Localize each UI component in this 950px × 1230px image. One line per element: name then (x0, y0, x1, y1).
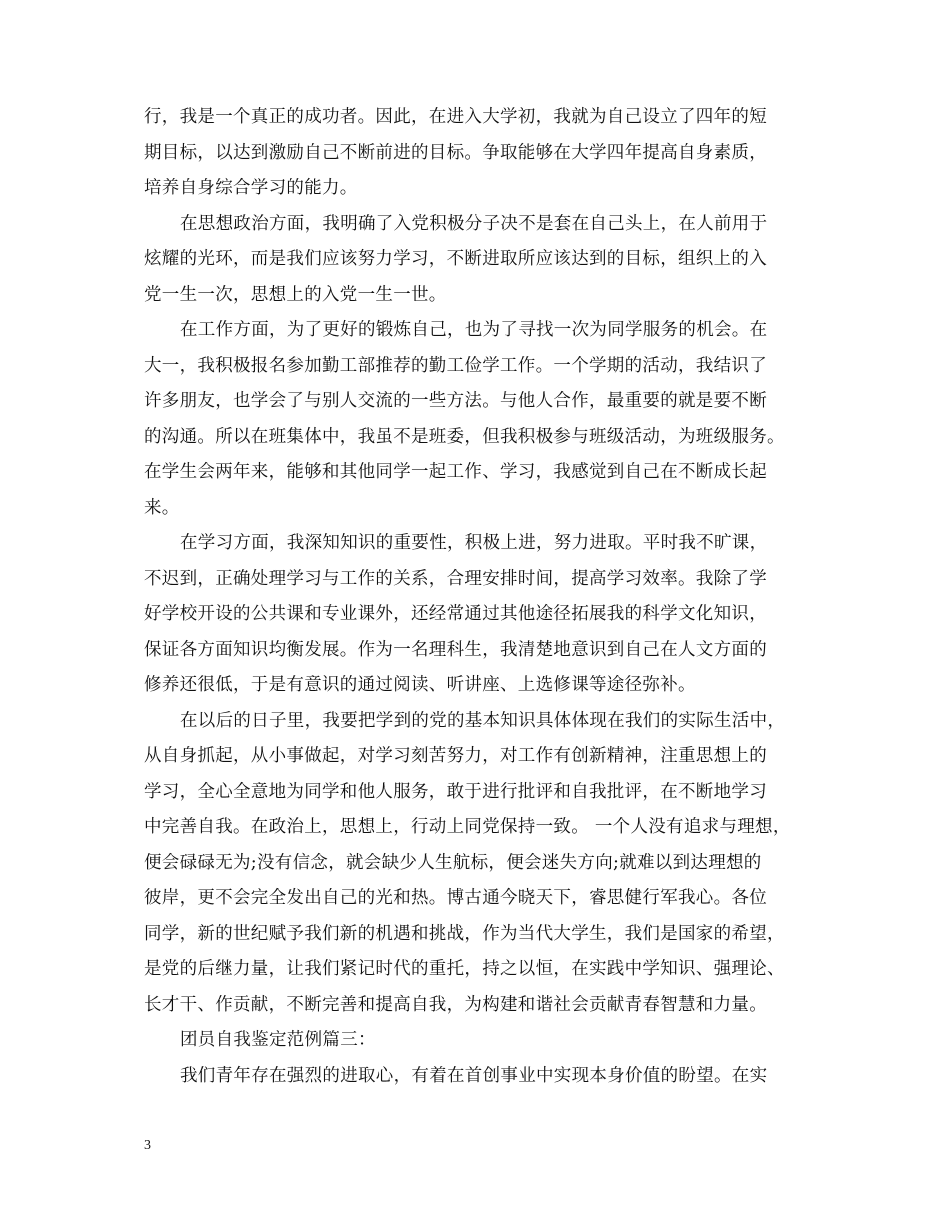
paragraph (144, 1059, 824, 1095)
text-line: 团员自我鉴定范例篇三： (180, 1030, 376, 1050)
paragraph (144, 100, 824, 207)
text-line: 在工作方面，为了更好的锻炼自己，也为了寻找一次为同学服务的机会。在 (180, 320, 768, 340)
text-line: 便会碌碌无为;没有信念，就会缺少人生航标，便会迷失方向;就难以到达理想的 (144, 852, 762, 873)
text-line: 在学生会两年来，能够和其他同学一起工作、学习，我感觉到自己在不断成长起 (144, 462, 767, 482)
text-line: 在思想政治方面，我明确了入党积极分子决不是套在自己头上，在人前用于 (180, 213, 768, 234)
text-line: 修养还很低，于是有意识的通过阅读、听讲座、上选修课等途径弥补。 (144, 675, 696, 695)
text-line: 期目标，以达到激励自己不断前进的目标。争取能够在大学四年提高自身素质， (144, 142, 767, 163)
text-line: 在以后的日子里，我要把学到的党的基本知识具体体现在我们的实际生活中， (180, 710, 786, 731)
text-line: 长才干、作贡献，不断完善和提高自我，为构建和谐社会贡献青春智慧和力量。 (144, 994, 767, 1015)
text-line: 是党的后继力量，让我们紧记时代的重托，持之以恒，在实践中学知识、强理论、 (144, 959, 785, 979)
text-line: 不迟到，正确处理学习与工作的关系，合理安排时间，提高学习效率。我除了学 (144, 568, 767, 589)
text-line: 从自身抓起，从小事做起，对学习刻苦努力，对工作有创新精神，注重思想上的 (144, 746, 767, 766)
text-line: 在学习方面，我深知知识的重要性，积极上进，努力进取。平时我不旷课， (180, 533, 768, 553)
paragraph (144, 1023, 824, 1059)
text-line: 同学，新的世纪赋予我们新的机遇和挑战，作为当代大学生，我们是国家的希望， (144, 923, 785, 944)
text-line: 来。 (144, 497, 180, 518)
text-line: 中完善自我。在政治上，思想上，行动上同党保持一致。 一个人没有追求与理想， (144, 817, 791, 837)
paragraph (144, 526, 824, 704)
text-line: 大一，我积极报名参加勤工部推荐的勤工俭学工作。一个学期的活动，我结识了 (144, 355, 767, 376)
text-line: 炫耀的光环，而是我们应该努力学习，不断进取所应该达到的目标，组织上的入 (144, 249, 767, 269)
paragraph (144, 704, 824, 1024)
text-line: 学习，全心全意地为同学和他人服务，敢于进行批评和自我批评，在不断地学习 (144, 781, 767, 802)
text-line: 我们青年存在强烈的进取心，有着在首创事业中实现本身价值的盼望。在实 (180, 1065, 768, 1086)
text-line: 党一生一次，思想上的入党一生一世。 (144, 284, 447, 305)
document-body (144, 100, 824, 1094)
text-line: 的沟通。所以在班集体中，我虽不是班委，但我积极参与班级活动，为班级服务。 (144, 426, 785, 447)
text-line: 培养自身综合学习的能力。 (144, 178, 358, 198)
text-line: 保证各方面知识均衡发展。作为一名理科生，我清楚地意识到自己在人文方面的 (144, 639, 767, 660)
text-line: 许多朋友，也学会了与别人交流的一些方法。与他人合作，最重要的就是要不断 (144, 391, 767, 411)
page-number: 3 (144, 1138, 151, 1153)
text-line: 好学校开设的公共课和专业课外，还经常通过其他途径拓展我的科学文化知识， (144, 604, 767, 624)
text-line: 行，我是一个真正的成功者。因此，在进入大学初，我就为自己设立了四年的短 (144, 107, 767, 127)
paragraph (144, 207, 824, 314)
text-line: 彼岸，更不会完全发出自己的光和热。博古通今晓天下，睿思健行军我心。各位 (144, 888, 767, 908)
paragraph (144, 313, 824, 526)
